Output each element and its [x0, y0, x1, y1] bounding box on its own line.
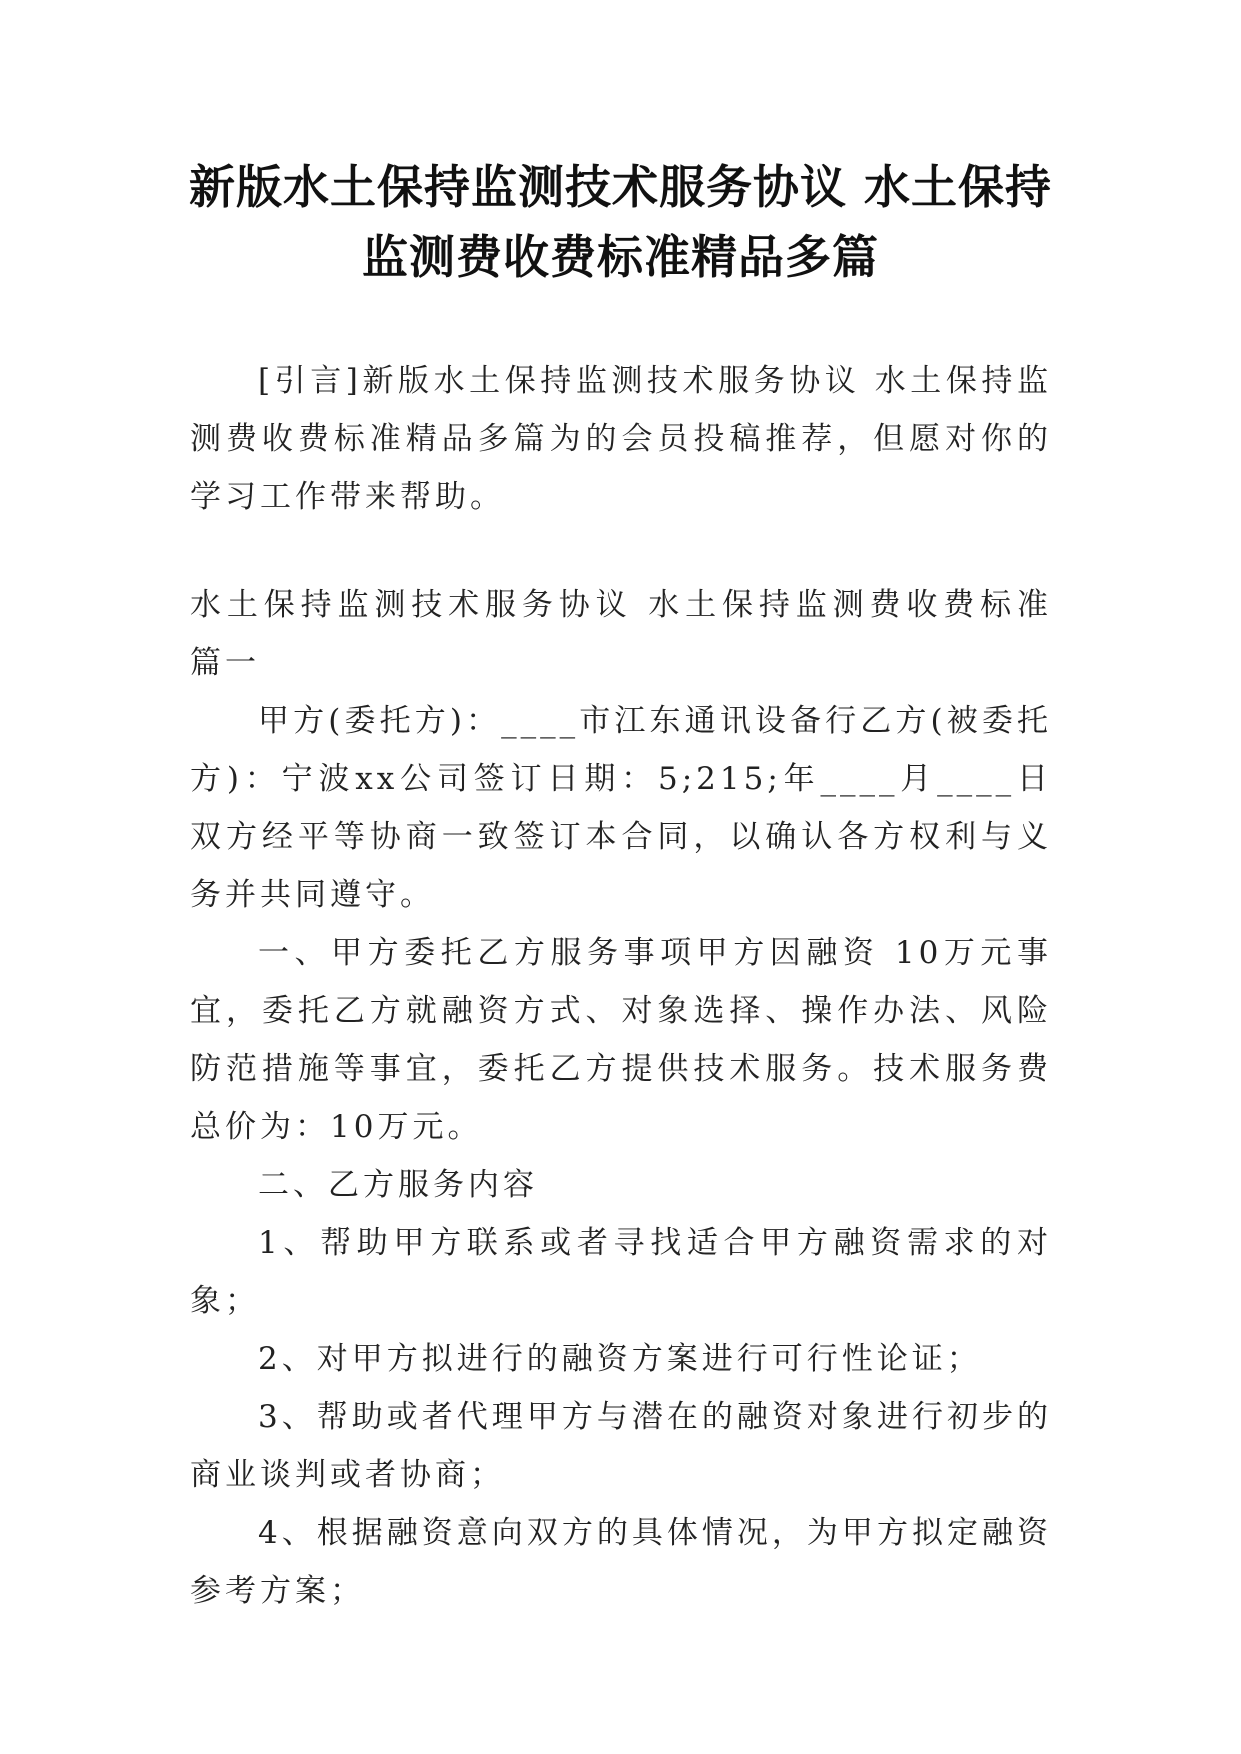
clause-2-heading: 二、乙方服务内容	[258, 1167, 538, 1203]
list-item: 2、对甲方拟进行的融资方案进行可行性论证；	[258, 1341, 982, 1377]
title-line-1: 新版水土保持监测技术服务协议 水土保持	[188, 160, 1052, 214]
list-item: 4、根据融资意向双方的具体情况，为甲方拟定融资参考方案；	[190, 1515, 1052, 1609]
parties-paragraph: 甲方(委托方)：____市江东通讯设备行乙方(被委托方)：宁波xx公司签订日期：5;215;年____月____日双方经平等协商一致签订本合同，以确认各方权利与义务并共同遵守。	[190, 703, 1052, 913]
intro-paragraph: [引言]新版水土保持监测技术服务协议 水土保持监测费收费标准精品多篇为的会员投稿推荐，但愿对你的学习工作带来帮助。	[190, 363, 1052, 515]
list-item: 1、帮助甲方联系或者寻找适合甲方融资需求的对象；	[190, 1225, 1052, 1319]
section-heading: 水土保持监测技术服务协议 水土保持监测费收费标准 篇一	[190, 587, 1052, 681]
title-line-2: 监测费收费标准精品多篇	[362, 230, 879, 284]
document-title	[180, 152, 1061, 292]
document-body	[190, 352, 1052, 1620]
clause-1-paragraph: 一、甲方委托乙方服务事项甲方因融资 10万元事宜，委托乙方就融资方式、对象选择、操作办法、风险防范措施等事宜，委托乙方提供技术服务。技术服务费总价为：10万元。	[190, 935, 1052, 1145]
list-item: 3、帮助或者代理甲方与潜在的融资对象进行初步的商业谈判或者协商；	[190, 1399, 1052, 1493]
